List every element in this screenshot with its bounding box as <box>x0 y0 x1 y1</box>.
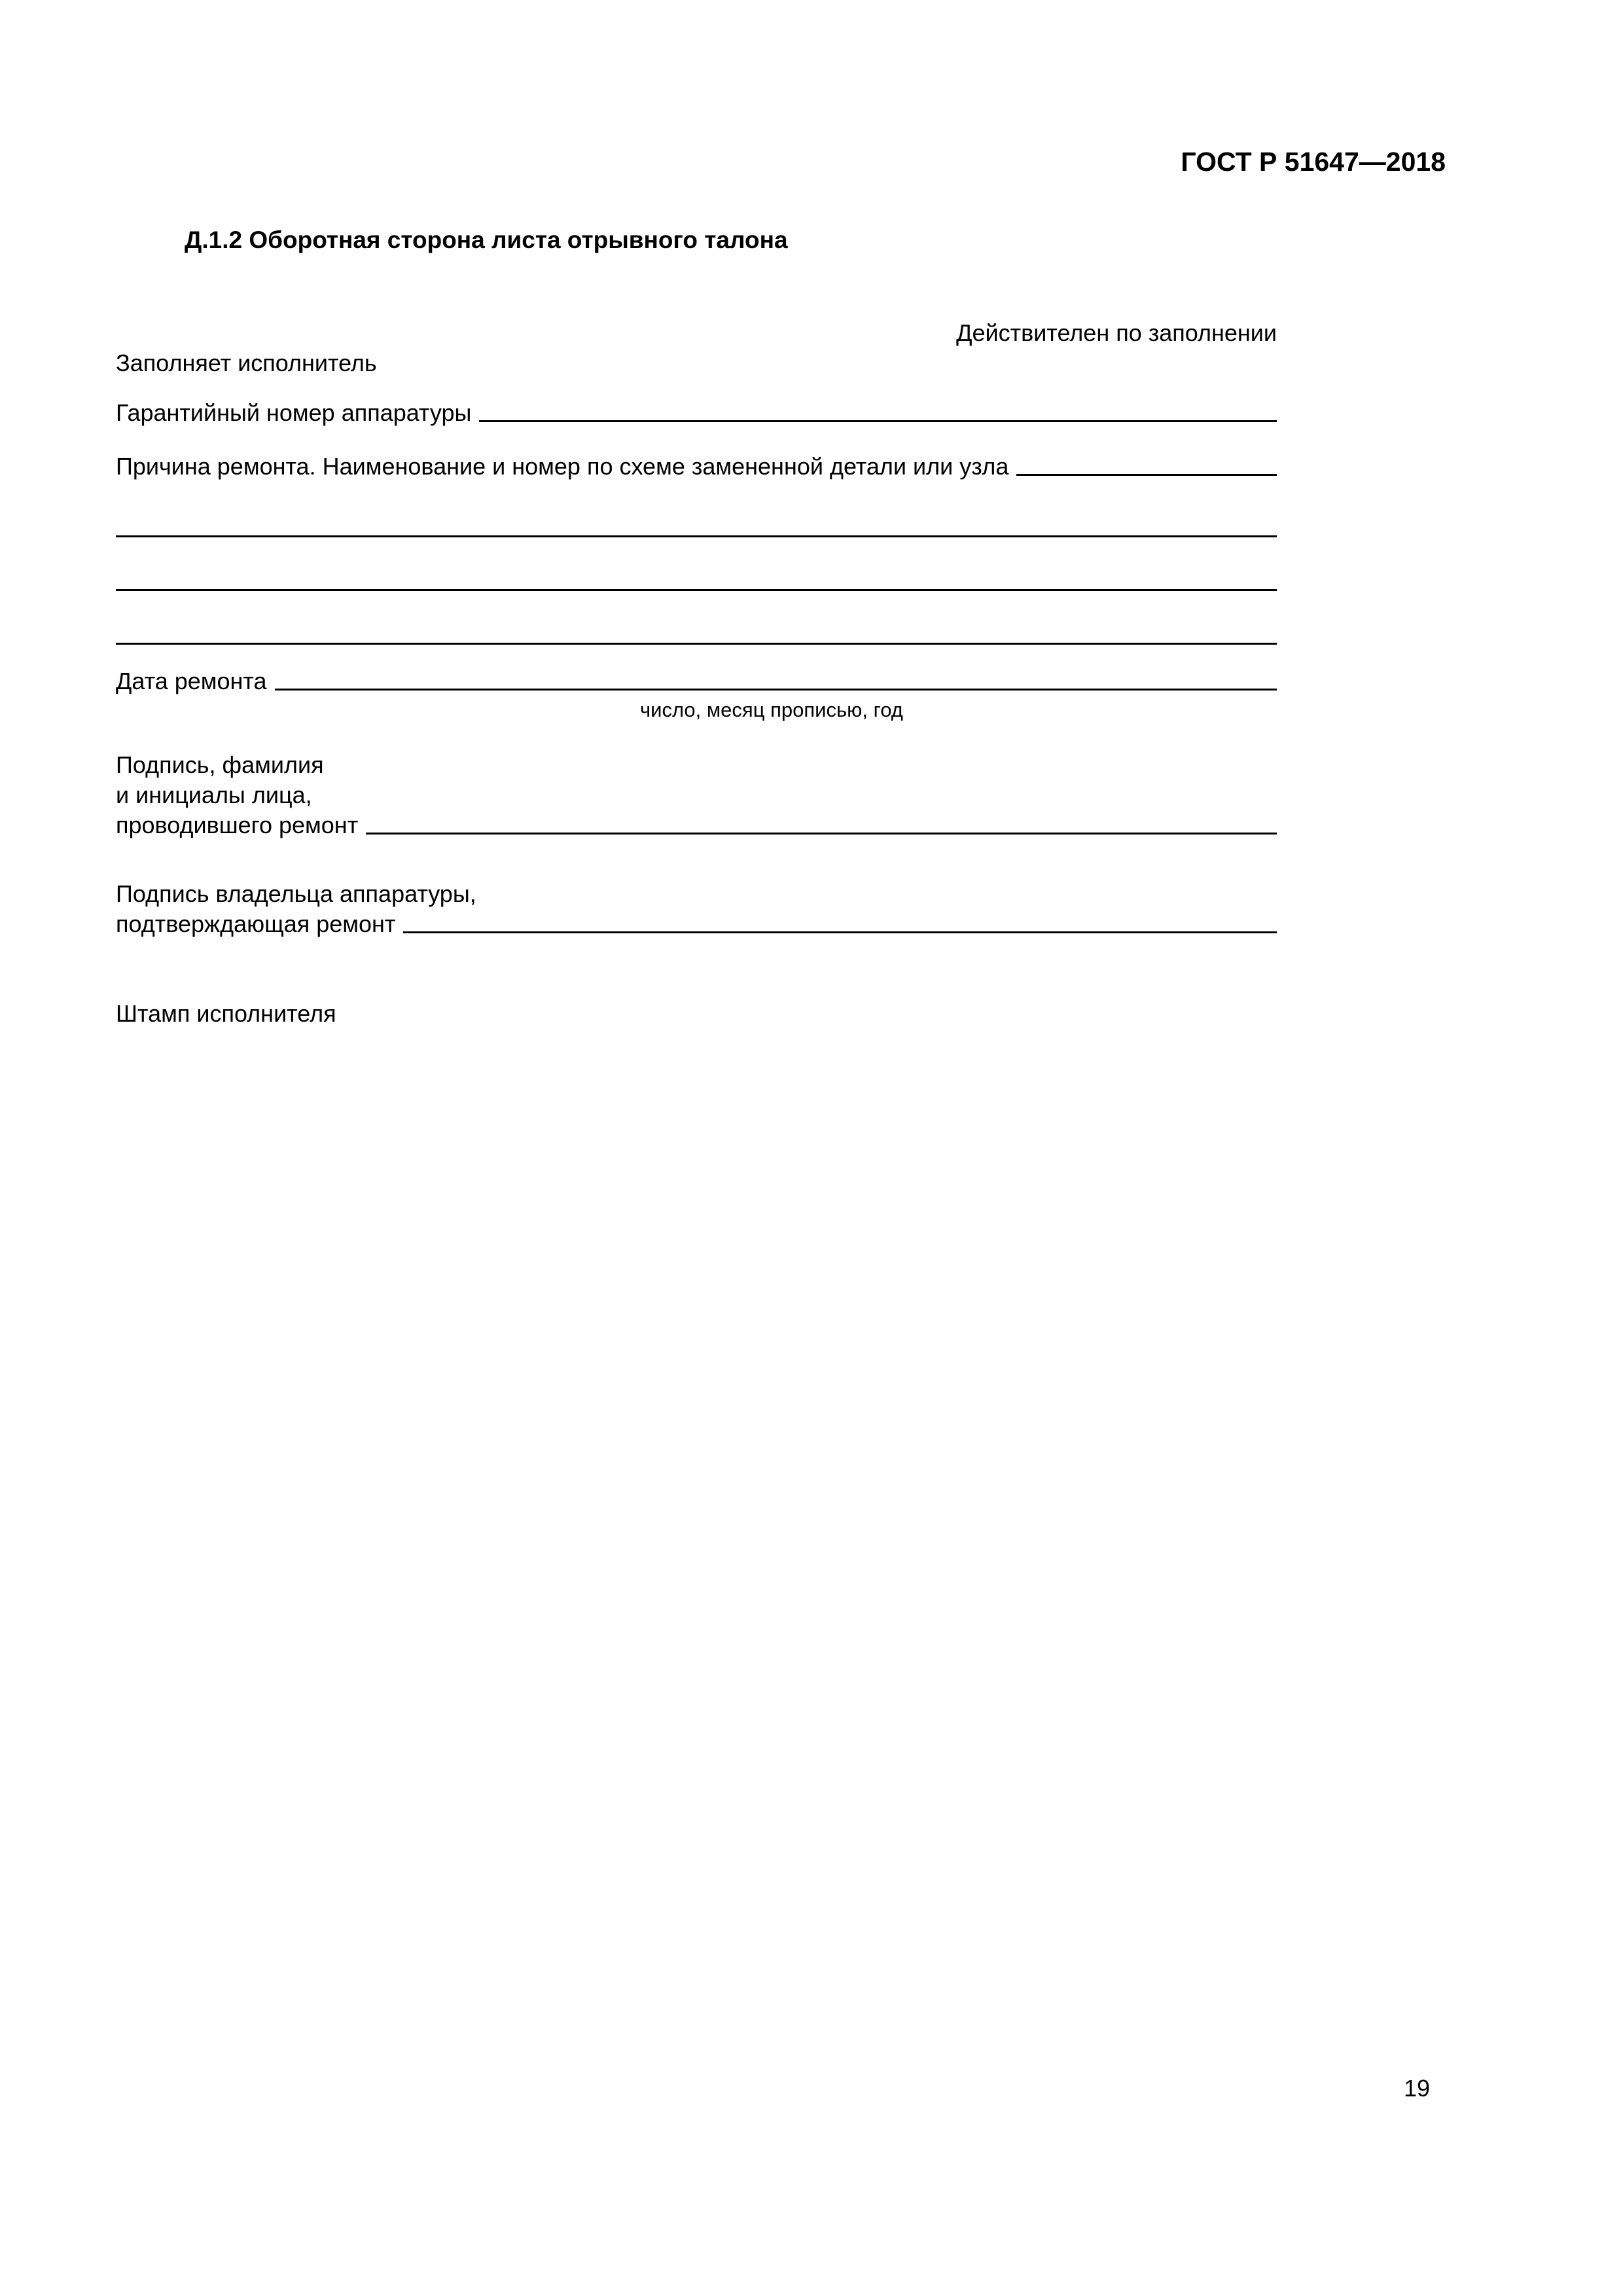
section-title: Д.1.2 Оборотная сторона листа отрывного талона <box>185 226 788 253</box>
repairer-signature-label-line-2: и инициалы лица, <box>116 781 312 808</box>
warranty-number-label: Гарантийный номер аппаратуры <box>116 399 472 426</box>
warranty-number-row <box>116 398 1277 428</box>
owner-signature-field[interactable] <box>403 931 1277 933</box>
owner-signature-row <box>116 909 1277 939</box>
repairer-signature-row <box>116 810 1277 840</box>
repairer-signature-label-line-3: проводившего ремонт <box>116 812 359 838</box>
repairer-signature-field[interactable] <box>366 833 1277 834</box>
repair-date-row <box>116 666 1277 696</box>
repair-reason-row <box>116 452 1277 482</box>
owner-signature-label-line-1: Подпись владельца аппаратуры, <box>116 880 476 907</box>
repairer-signature-label-line-1: Подпись, фамилия <box>116 751 324 778</box>
filled-by-label: Заполняет исполнитель <box>116 350 377 376</box>
stamp-label: Штамп исполнителя <box>116 1000 336 1027</box>
standard-code: ГОСТ Р 51647—2018 <box>1181 147 1446 177</box>
owner-signature-label-line-2: подтверждающая ремонт <box>116 910 396 937</box>
repair-reason-field[interactable] <box>1016 474 1277 476</box>
page-number: 19 <box>1403 2075 1430 2102</box>
repair-reason-blank-line-1[interactable] <box>116 535 1277 537</box>
repair-reason-blank-line-3[interactable] <box>116 643 1277 645</box>
repair-date-hint: число, месяц прописью, год <box>640 698 903 721</box>
validity-note: Действителен по заполнении <box>956 319 1277 346</box>
repair-reason-label: Причина ремонта. Наименование и номер по схеме замененной детали или узла <box>116 453 1009 480</box>
repair-date-field[interactable] <box>275 689 1277 691</box>
repair-reason-blank-line-2[interactable] <box>116 589 1277 591</box>
repair-date-label: Дата ремонта <box>116 668 267 694</box>
warranty-number-field[interactable] <box>479 420 1277 422</box>
